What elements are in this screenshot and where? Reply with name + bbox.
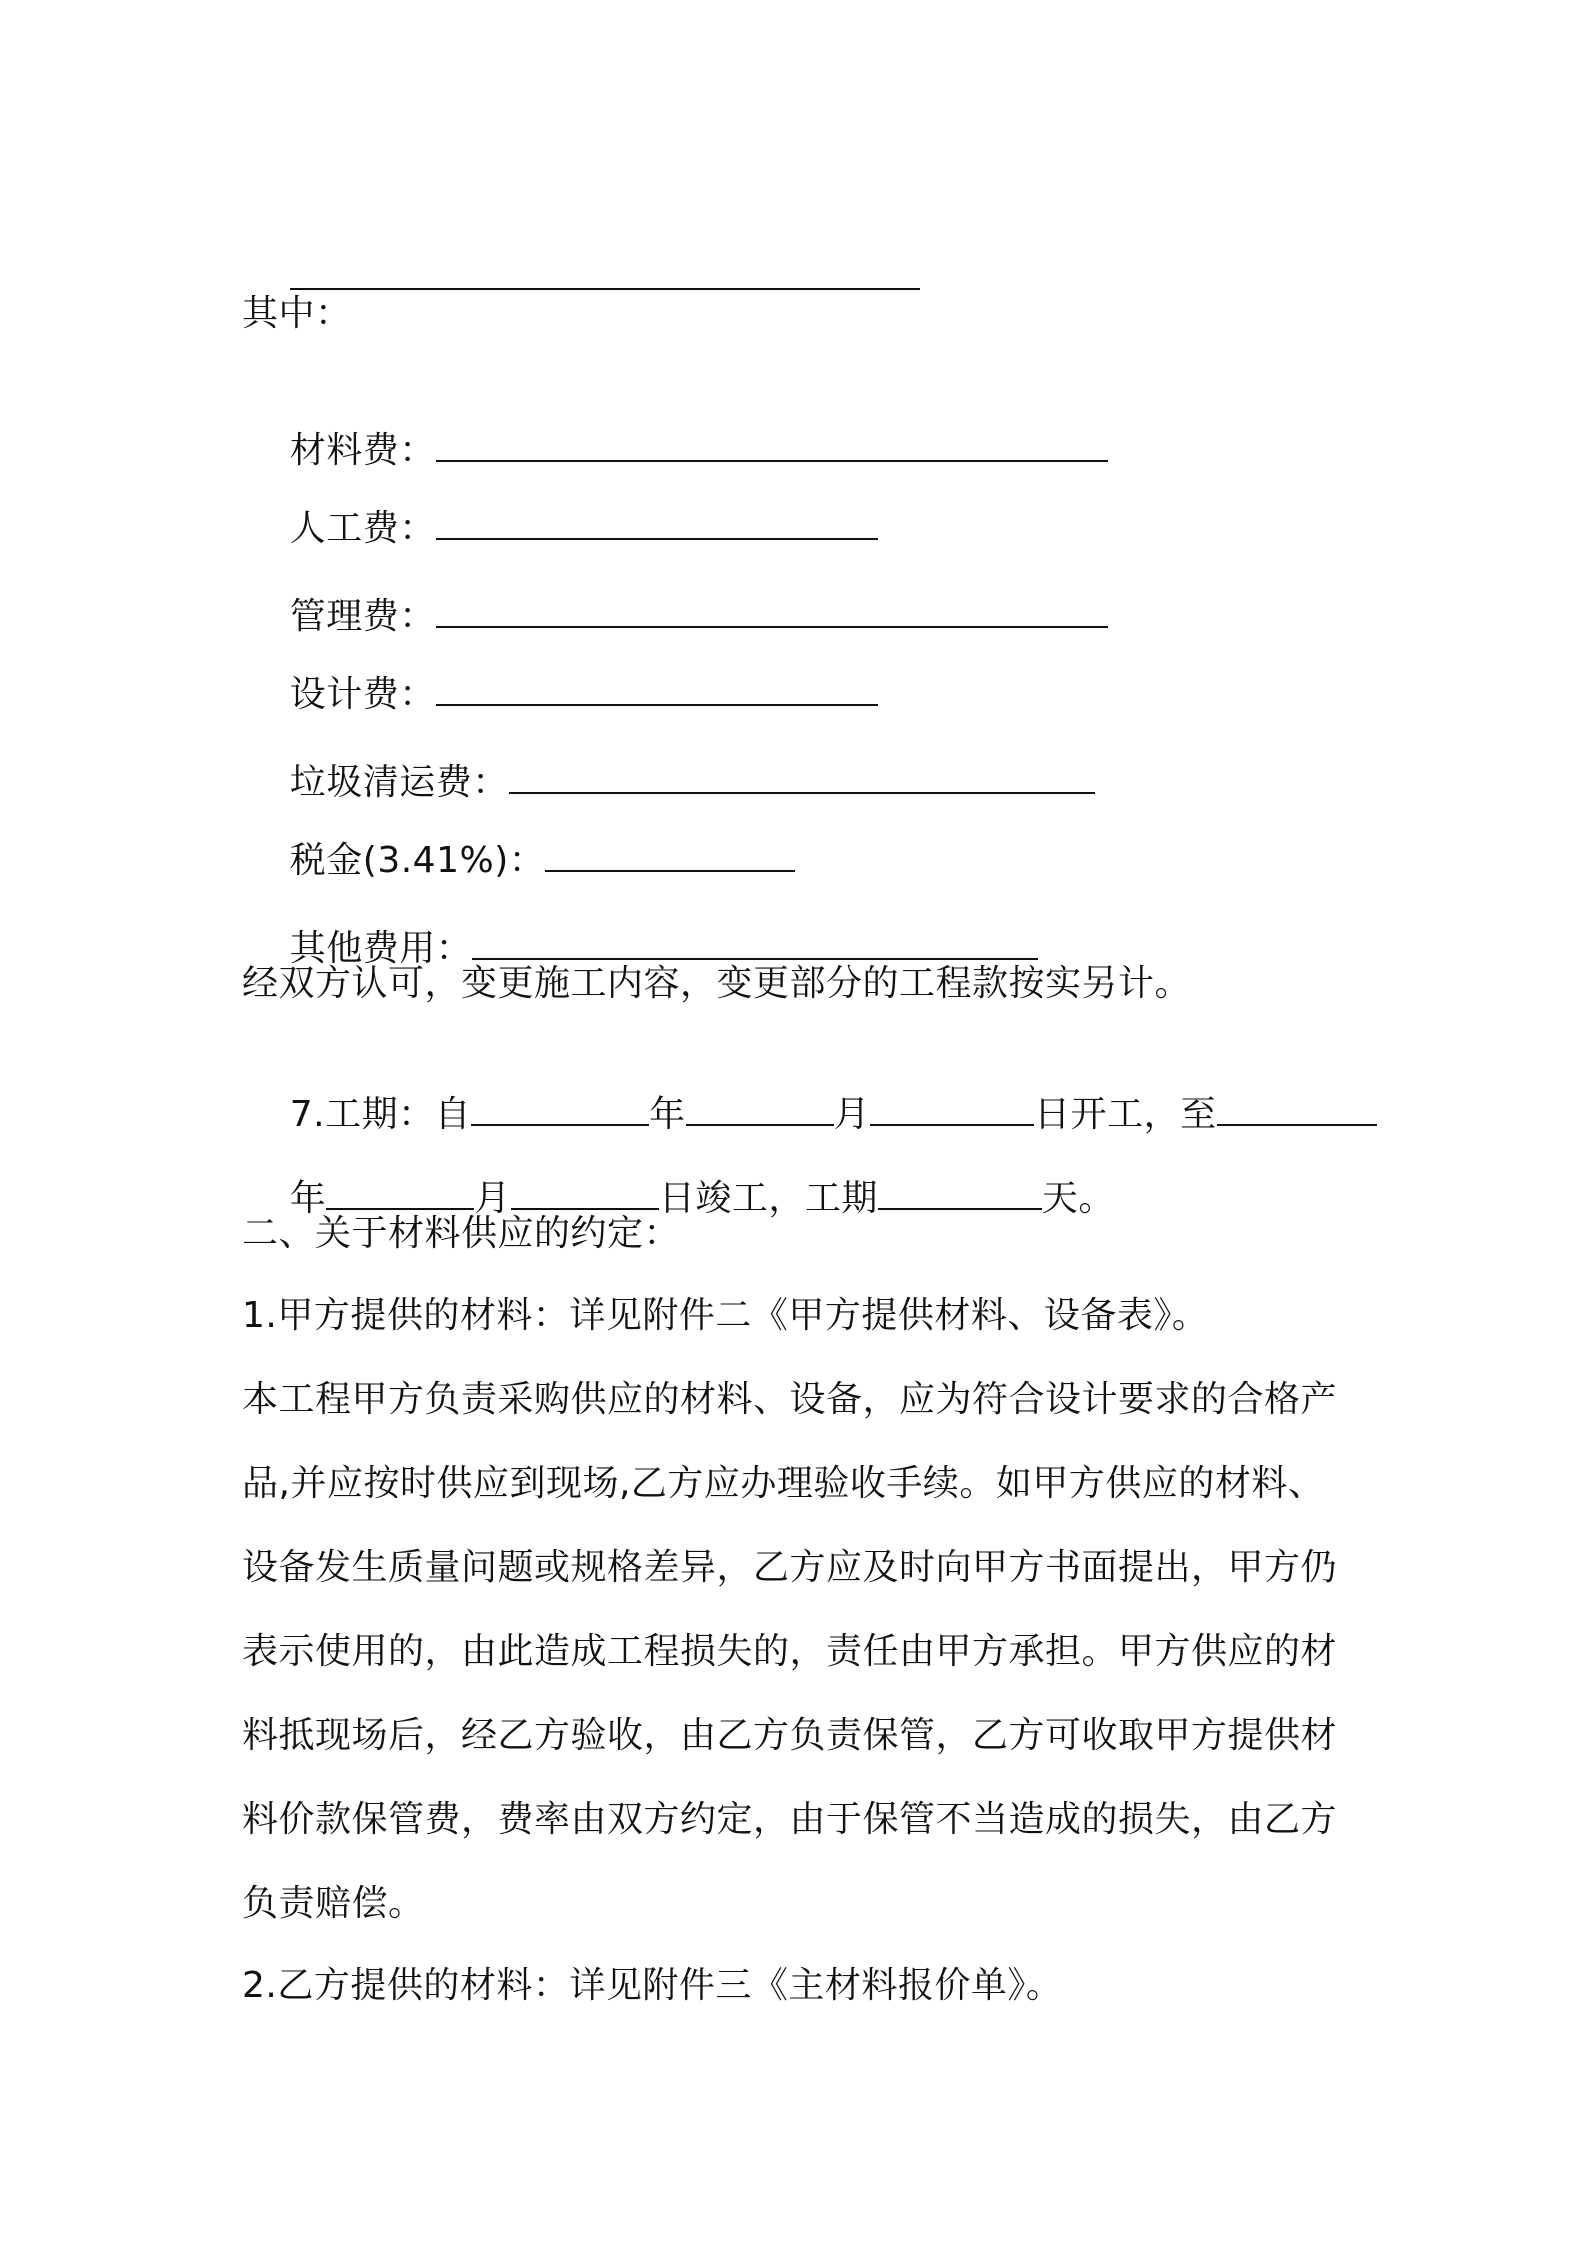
year-label: 年 <box>649 1094 686 1135</box>
tax-blank <box>545 836 795 872</box>
start-day-blank <box>870 1090 1034 1126</box>
paragraph-line: 本工程甲方负责采购供应的材料、设备，应为符合设计要求的合格产 <box>242 1379 1338 1420</box>
schedule-label: 7.工期：自 <box>289 1094 472 1135</box>
section-two-title: 二、关于材料供应的约定： <box>242 1213 681 1254</box>
start-year-blank <box>471 1090 649 1126</box>
change-note: 经双方认可，变更施工内容，变更部分的工程款按实另计。 <box>242 963 1192 1004</box>
paragraph-line: 负责赔偿。 <box>242 1883 425 1924</box>
month-label: 月 <box>474 1178 511 1219</box>
end-year-blank <box>1217 1090 1377 1126</box>
item-1: 1.甲方提供的材料：详见附件二《甲方提供材料、设备表》。 <box>242 1295 1209 1336</box>
design-fee-blank <box>436 670 878 706</box>
paragraph-line: 品,并应按时供应到现场,乙方应办理验收手续。如甲方供应的材料、 <box>242 1463 1325 1504</box>
year-label: 年 <box>289 1178 327 1219</box>
design-fee-label: 设计费： <box>289 674 436 715</box>
other-fees-label: 其他费用： <box>289 928 473 969</box>
material-fee-label: 材料费： <box>289 430 436 471</box>
other-fees-blank <box>472 924 1038 960</box>
paragraph-line: 表示使用的，由此造成工程损失的，责任由甲方承担。甲方供应的材 <box>242 1631 1338 1672</box>
end-day-blank <box>511 1174 659 1210</box>
fee-intro: 其中： <box>242 293 352 334</box>
end-month-blank <box>326 1174 474 1210</box>
labor-fee-label: 人工费： <box>289 508 436 549</box>
month-label: 月 <box>833 1094 871 1135</box>
item-2: 2.乙方提供的材料：详见附件三《主材料报价单》。 <box>242 1965 1063 2006</box>
tax-label: 税金(3.41%)： <box>289 840 546 881</box>
blank-line <box>290 254 920 290</box>
duration-blank <box>878 1174 1042 1210</box>
days-label: 天。 <box>1041 1178 1115 1219</box>
paragraph-line: 设备发生质量问题或规格差异，乙方应及时向甲方书面提出，甲方仍 <box>242 1547 1338 1588</box>
start-day-label: 日开工，至 <box>1034 1094 1217 1135</box>
start-month-blank <box>686 1090 834 1126</box>
paragraph-line: 料抵现场后，经乙方验收，由乙方负责保管，乙方可收取甲方提供材 <box>242 1715 1338 1756</box>
management-fee-label: 管理费： <box>289 596 436 637</box>
waste-removal-fee-label: 垃圾清运费： <box>289 762 509 803</box>
labor-fee-blank <box>436 504 878 540</box>
end-day-label: 日竣工，工期 <box>658 1178 878 1219</box>
paragraph-line: 料价款保管费，费率由双方约定，由于保管不当造成的损失，由乙方 <box>242 1799 1338 1840</box>
